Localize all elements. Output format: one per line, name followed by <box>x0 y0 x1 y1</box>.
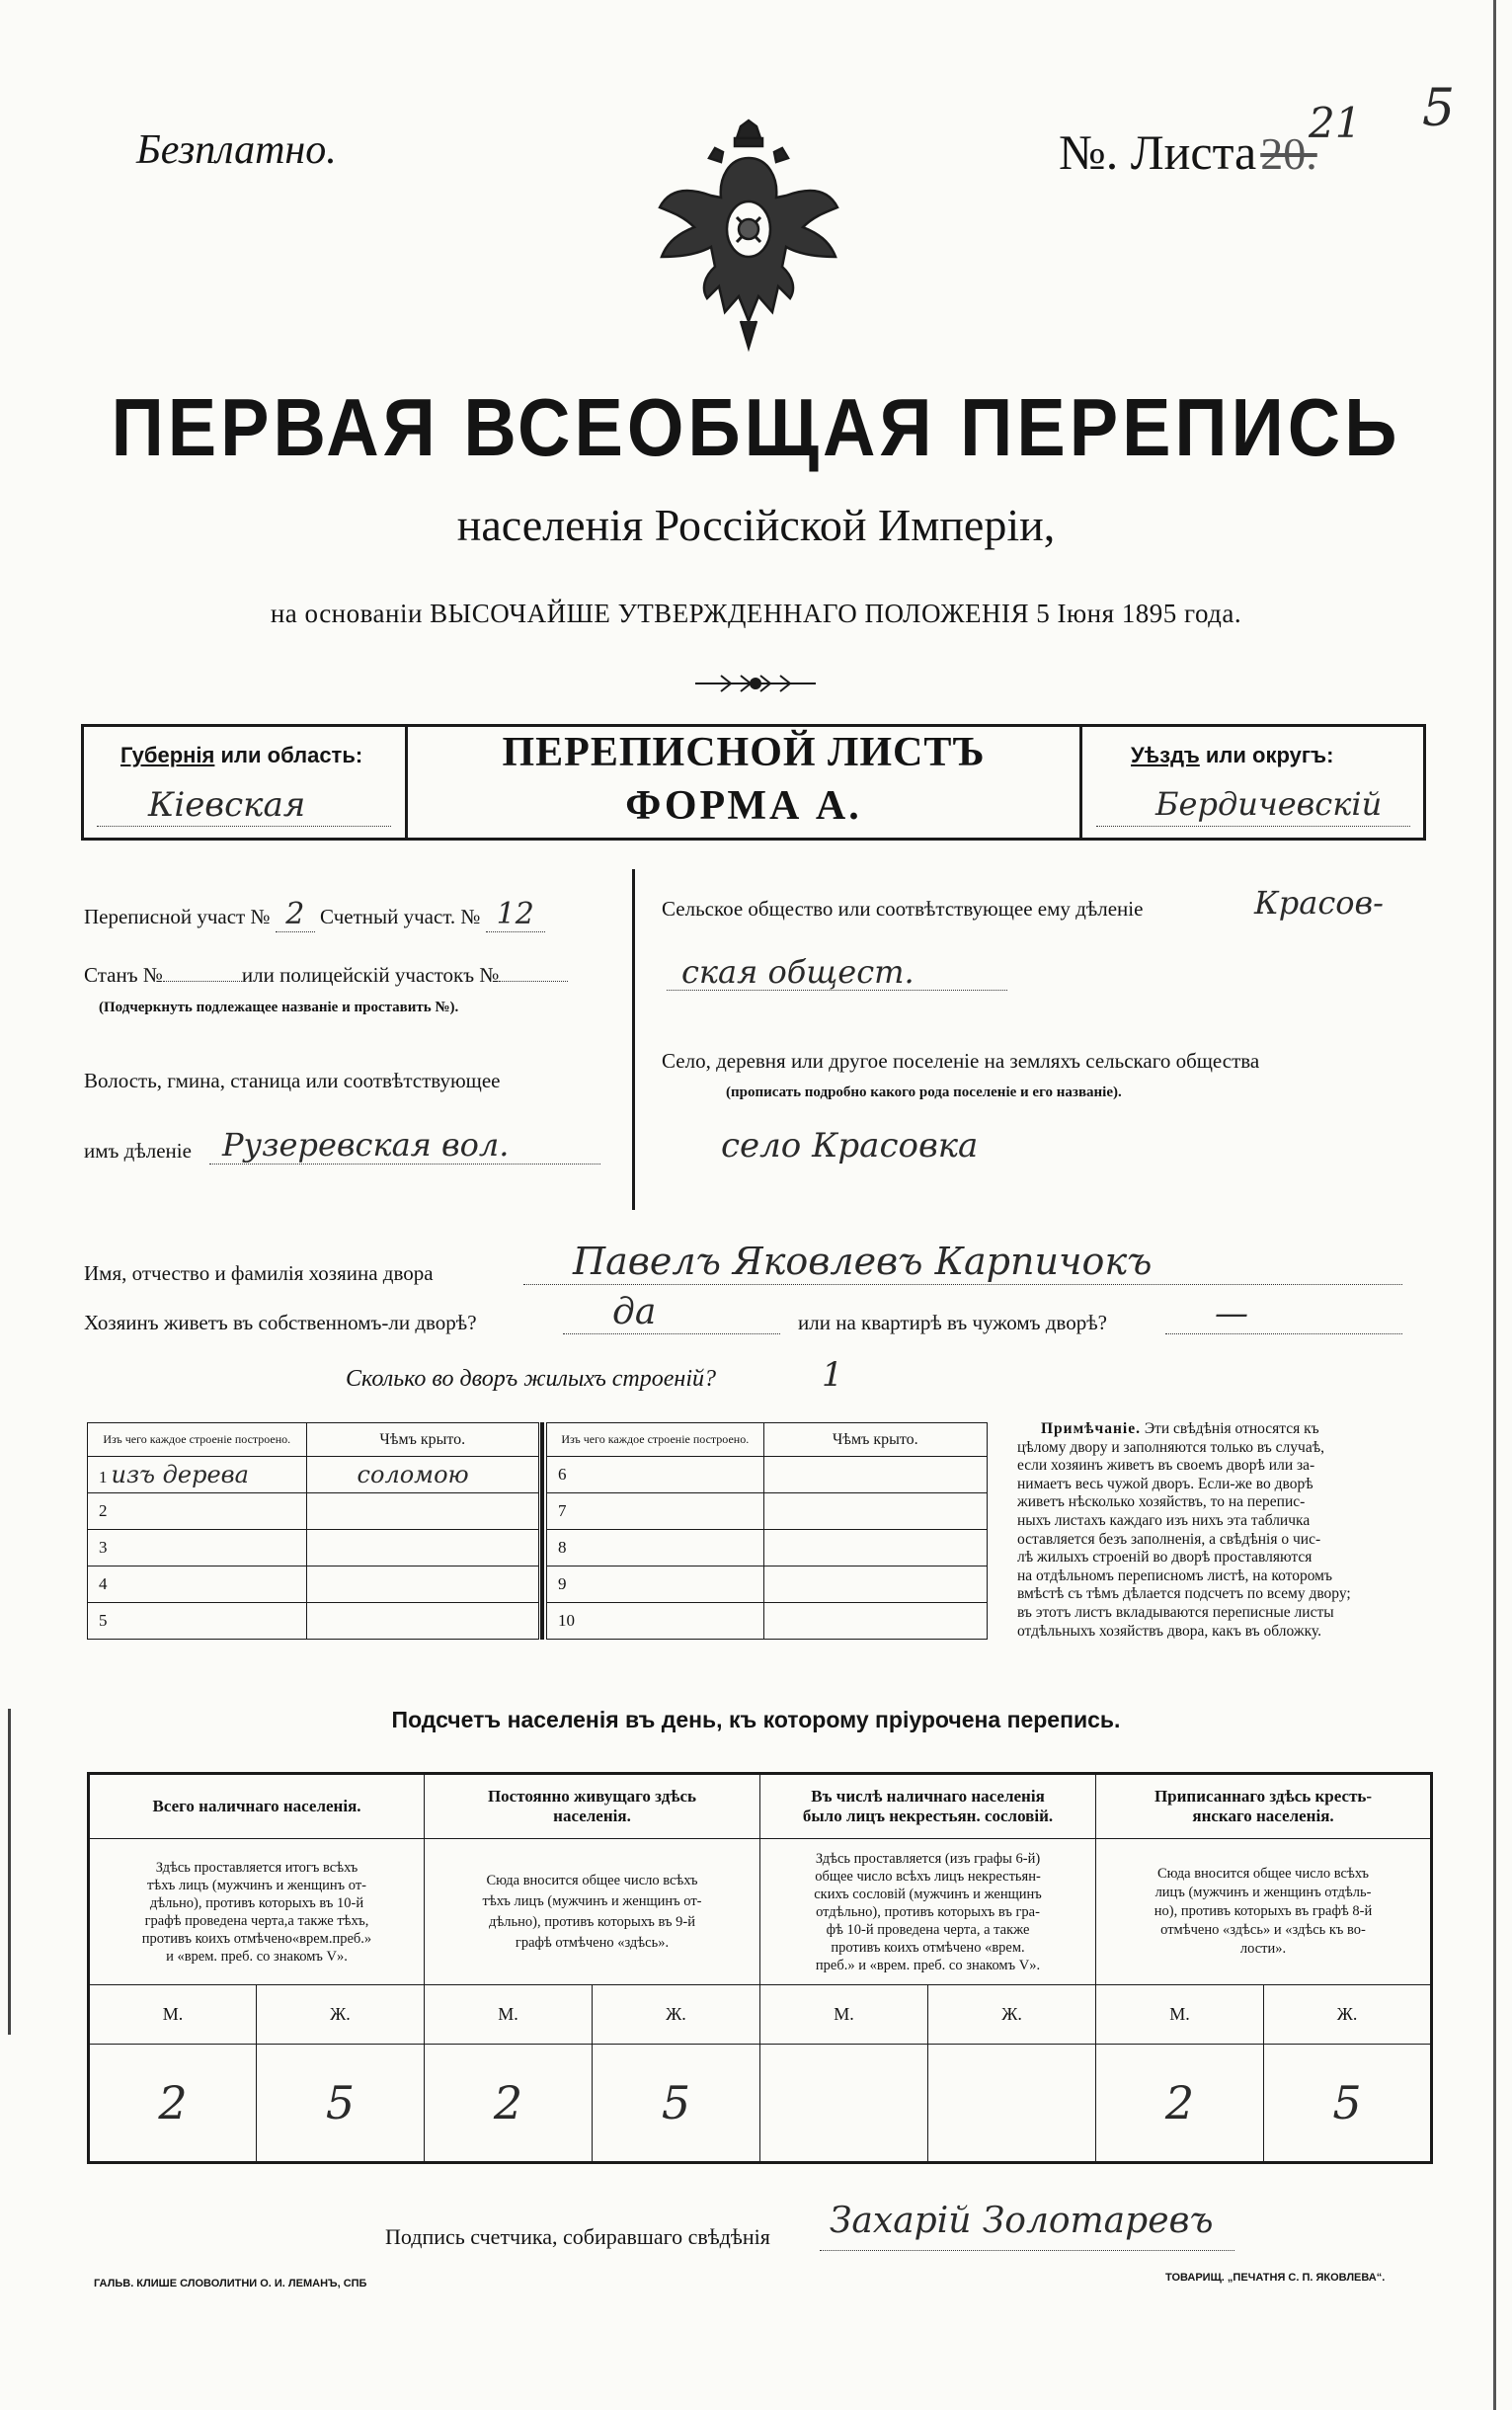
row-roof <box>763 1457 987 1493</box>
ornament-divider-icon <box>691 672 820 695</box>
owner-name-value: Павелъ Яковлевъ Карпичокъ <box>573 1240 1153 1283</box>
desc-line: противъ коихъ отмѣчено«врем.преб.» <box>141 1930 372 1947</box>
row-roof <box>306 1603 538 1640</box>
obshch-value-2: ская общест. <box>681 953 915 991</box>
count-col-header-line: населенія. <box>553 1807 631 1825</box>
basis-line: на основаніи ВЫСОЧАЙШЕ УТВЕРЖДЕННАГО ПОЛОЖЕНІЯ 5 Іюня 1895 года. <box>270 599 1242 628</box>
desc-line: лицъ (мужчинъ и женщинъ отдѣль- <box>1154 1885 1372 1900</box>
sheet-number-label: №. Листа <box>1059 124 1257 180</box>
sheet-number <box>1059 123 1317 181</box>
table-row <box>88 1566 539 1603</box>
uchast-row <box>84 897 545 932</box>
row-num: 7 <box>558 1501 567 1520</box>
note-text-1: Эти свѣдѣнія относятся къ <box>1144 1420 1319 1437</box>
row-num: 4 <box>99 1574 108 1593</box>
uchast-value: 2 <box>276 897 315 932</box>
row-roof <box>763 1493 987 1530</box>
note-line: оставляется безъ заполненія, а свѣдѣнія о чис- <box>1017 1530 1321 1548</box>
form-box-divider-2 <box>1079 724 1082 841</box>
note-block <box>1017 1420 1430 1641</box>
uezd-label <box>1131 743 1333 768</box>
count-nonpeasant-f <box>928 2045 1096 2163</box>
desc-line: дѣльно), противъ которыхъ въ 10-й <box>149 1894 364 1911</box>
gubernia-label <box>120 743 362 768</box>
desc-line: скихъ сословій (мужчинъ и женщинъ <box>814 1886 1042 1902</box>
count-col-header-line: Постоянно живущаго здѣсь <box>487 1787 697 1806</box>
count-col-desc-assigned <box>1096 1839 1432 1985</box>
desc-line: дѣльно), противъ которыхъ въ 9-й <box>489 1913 695 1930</box>
col-material-header: Изъ чего каждое строеніе построено. <box>547 1423 764 1457</box>
count-col-header-assigned <box>1096 1774 1432 1839</box>
selo-note: (прописать подробно какого рода поселеніе и его названіе). <box>726 1084 1122 1100</box>
col-material-header: Изъ чего каждое строеніе построено. <box>88 1423 307 1457</box>
gubernia-value-line <box>97 826 391 827</box>
obshch-value-1: Красов- <box>1254 884 1384 922</box>
note-line: вмѣстѣ съ тѣмъ дѣлается подсчетъ по всему двору; <box>1017 1585 1351 1603</box>
note-line: въ этотъ листъ вкладываются переписные листы <box>1017 1603 1334 1621</box>
note-line: цѣлому двору и заполняются только въ случаѣ, <box>1017 1438 1324 1456</box>
police-fill <box>499 981 568 982</box>
count-col-desc-total <box>89 1839 425 1985</box>
stan-label: Станъ № <box>84 963 163 987</box>
uezd-label-main: Уѣздъ <box>1131 743 1200 767</box>
row-num: 9 <box>558 1574 567 1593</box>
row-roof <box>763 1603 987 1640</box>
desc-line: фѣ 10-й проведена черта, а также <box>826 1921 1030 1938</box>
table-row <box>547 1603 988 1640</box>
form-box-left <box>81 724 84 841</box>
desc-line: Здѣсь проставляется (изъ графы 6-й) <box>815 1850 1041 1867</box>
fields-vertical-divider <box>632 869 635 1210</box>
row-num: 6 <box>558 1465 567 1484</box>
count-col-header-line: Приписаннаго здѣсь кресть- <box>1154 1787 1373 1806</box>
scan-edge-left-mark <box>8 1709 11 2035</box>
signature-value: Захарій Золотаревъ <box>830 2201 1214 2241</box>
signature-label: Подпись счетчика, собиравшаго свѣдѣнія <box>385 2224 770 2249</box>
m-header: М. <box>760 1985 928 2045</box>
count-total-m: 2 <box>89 2045 257 2163</box>
row-num: 1 <box>99 1468 108 1486</box>
f-header: Ж. <box>593 1985 760 2045</box>
desc-line: Сюда вносится общее число всѣхъ <box>486 1872 698 1888</box>
count-col-header-line: Всего наличнаго населенія. <box>152 1797 361 1815</box>
desc-line: преб.» и «врем. преб. со знакомъ V». <box>815 1957 1041 1973</box>
desc-line: но), противъ которыхъ въ графѣ 8-й <box>1154 1903 1373 1919</box>
volost-label-2: имъ дѣленіе <box>84 1139 192 1163</box>
count-title: Подсчетъ населенія въ день, къ которому пріурочена перепись. <box>391 1707 1121 1732</box>
col-roof-header: Чѣмъ крыто. <box>763 1423 987 1457</box>
tables-separator <box>540 1422 544 1640</box>
buildings-table-left <box>87 1422 539 1640</box>
table-row <box>547 1493 988 1530</box>
note-line: нимаетъ весь чужой дворъ. Если-же во дворѣ <box>1017 1475 1313 1492</box>
buildings-label: Сколько во дворъ жилыхъ строеній? <box>346 1366 716 1392</box>
police-label: или полицейскій участокъ № <box>241 963 500 987</box>
count-total-f: 5 <box>257 2045 425 2163</box>
subtitle: населенія Россійской Имперіи, <box>456 500 1056 550</box>
owner-own-value: да <box>612 1292 657 1332</box>
footer-left: ГАЛЬВ. КЛИШЕ СЛОВОЛИТНИ О. И. ЛЕМАНЪ, СПБ <box>94 2278 367 2290</box>
count-assigned-f: 5 <box>1264 2045 1432 2163</box>
form-subtitle: ФОРМА А. <box>625 783 862 829</box>
f-header: Ж. <box>1264 1985 1432 2045</box>
schet-label: Счетный участ. № <box>320 905 481 928</box>
form-title: ПЕРЕПИСНОЙ ЛИСТЪ <box>502 730 986 775</box>
stan-note: (Подчеркнуть подлежащее названіе и проставить №). <box>99 1000 459 1015</box>
desc-line: лости». <box>1239 1941 1287 1957</box>
desc-line: отдѣльно), противъ которыхъ въ гра- <box>816 1903 1040 1920</box>
count-permanent-m: 2 <box>425 2045 593 2163</box>
corner-mark: 5 <box>1422 79 1456 138</box>
note-line-1 <box>1017 1420 1430 1439</box>
note-line: если хозяинъ живетъ въ своемъ дворѣ или за- <box>1017 1457 1315 1475</box>
owner-name-label: Имя, отчество и фамилія хозяина двора <box>84 1261 434 1285</box>
obshch-label: Сельское общество или соотвѣтствующее ему дѣленіе <box>662 897 1144 921</box>
count-col-header-line: было лицъ некрестьян. сословій. <box>802 1807 1054 1825</box>
uezd-label-alt: или округъ: <box>1199 743 1334 767</box>
count-col-header-line: янскаго населенія. <box>1192 1807 1334 1825</box>
table-row <box>88 1530 539 1566</box>
desc-line: противъ коихъ отмѣчено «врем. <box>831 1939 1025 1956</box>
count-col-header-permanent <box>425 1774 760 1839</box>
note-line: на отдѣльномъ переписномъ листѣ, на которомъ <box>1017 1566 1332 1584</box>
table-row <box>547 1566 988 1603</box>
count-permanent-f: 5 <box>593 2045 760 2163</box>
row-num: 10 <box>558 1611 575 1630</box>
row-material: изъ дерева <box>111 1461 249 1488</box>
desc-line: и «врем. преб. со знакомъ V». <box>166 1948 348 1965</box>
row-roof: соломою <box>357 1461 469 1488</box>
owner-own-line <box>563 1333 780 1334</box>
stan-row <box>84 963 568 988</box>
count-col-desc-nonpeasant <box>760 1839 1096 1985</box>
table-row <box>88 1493 539 1530</box>
uezd-value: Бердичевскій <box>1155 785 1383 823</box>
note-line: ныхъ листахъ каждаго изъ нихъ эта табличка <box>1017 1511 1311 1529</box>
scan-edge-right <box>1493 0 1496 2410</box>
note-title: Примѣчаніе. <box>1041 1420 1141 1437</box>
owner-own-label: Хозяинъ живетъ въ собственномъ-ли дворѣ? <box>84 1311 477 1334</box>
desc-line: Сюда вносится общее число всѣхъ <box>1157 1866 1370 1882</box>
count-col-desc-permanent <box>425 1839 760 1985</box>
count-col-header-nonpeasant <box>760 1774 1096 1839</box>
schet-value: 12 <box>486 897 545 932</box>
signature-line <box>820 2250 1234 2251</box>
m-header: М. <box>1096 1985 1264 2045</box>
row-num: 3 <box>99 1538 108 1557</box>
form-box-top <box>81 724 1426 727</box>
uezd-value-line <box>1096 826 1410 827</box>
desc-line: графѣ проведена черта,а также тѣхъ, <box>144 1912 369 1929</box>
imperial-eagle-emblem-icon <box>650 119 847 356</box>
owner-rent-line <box>1165 1333 1402 1334</box>
form-box-right <box>1423 724 1426 841</box>
desc-line: Здѣсь проставляется итогъ всѣхъ <box>155 1859 358 1876</box>
owner-rent-value: — <box>1215 1294 1248 1333</box>
selo-label: Село, деревня или другое поселеніе на земляхъ сельскаго общества <box>662 1049 1260 1073</box>
f-header: Ж. <box>928 1985 1096 2045</box>
row-num: 2 <box>99 1501 108 1520</box>
count-nonpeasant-m <box>760 2045 928 2163</box>
volost-value-line <box>209 1164 600 1165</box>
table-row <box>547 1457 988 1493</box>
desc-line: тѣхъ лицъ (мужчинъ и женщинъ от- <box>146 1877 366 1893</box>
footer-right: ТОВАРИЩ. „ПЕЧАТНЯ С. П. ЯКОВЛЕВА“. <box>1165 2272 1386 2284</box>
table-row <box>547 1530 988 1566</box>
table-row <box>88 1603 539 1640</box>
row-roof <box>306 1530 538 1566</box>
desc-line: тѣхъ лицъ (мужчинъ и женщинъ от- <box>482 1892 702 1909</box>
buildings-table-right <box>546 1422 988 1640</box>
m-header: М. <box>89 1985 257 2045</box>
volost-value: Рузеревская вол. <box>222 1126 510 1164</box>
f-header: Ж. <box>257 1985 425 2045</box>
row-roof <box>306 1493 538 1530</box>
free-label: Безплатно. <box>136 127 337 173</box>
volost-label: Волость, гмина, станица или соотвѣтствующее <box>84 1069 501 1092</box>
buildings-value: 1 <box>822 1355 843 1395</box>
row-roof <box>763 1566 987 1603</box>
note-line: живетъ нѣсколько хозяйствъ, то на перепис- <box>1017 1493 1306 1511</box>
m-header: М. <box>425 1985 593 2045</box>
count-table <box>87 1772 1433 2164</box>
owner-rent-label: или на квартирѣ въ чужомъ дворѣ? <box>798 1311 1107 1334</box>
form-box-bottom <box>81 838 1426 841</box>
col-roof-header: Чѣмъ крыто. <box>306 1423 538 1457</box>
main-title: ПЕРВАЯ ВСЕОБЩАЯ ПЕРЕПИСЬ <box>111 381 1401 473</box>
note-line: лѣ жилыхъ строеній во дворѣ проставляются <box>1017 1549 1313 1566</box>
row-num: 8 <box>558 1538 567 1557</box>
uchast-label: Переписной участ № <box>84 905 271 928</box>
gubernia-label-main: Губернія <box>120 743 215 767</box>
obshch-value-line <box>667 990 1007 991</box>
selo-value: село Красовка <box>721 1126 979 1165</box>
row-roof <box>763 1530 987 1566</box>
gubernia-value: Кіевская <box>148 785 306 825</box>
note-line: отдѣльныхъ хозяйствъ двора, какъ въ обложку. <box>1017 1622 1322 1640</box>
count-col-header-total <box>89 1774 425 1839</box>
row-roof <box>306 1566 538 1603</box>
gubernia-label-alt: или область: <box>214 743 363 767</box>
stan-fill <box>163 981 242 982</box>
desc-line: общее число всѣхъ лицъ некрестьян- <box>815 1868 1041 1885</box>
count-col-header-line: Въ числѣ наличнаго населенія <box>811 1787 1045 1806</box>
sheet-number-handwritten: 21 <box>1309 99 1362 147</box>
row-num: 5 <box>99 1611 108 1630</box>
count-assigned-m: 2 <box>1096 2045 1264 2163</box>
owner-name-line <box>523 1284 1402 1285</box>
table-row <box>88 1457 539 1493</box>
sheet-number-old: 20. <box>1260 128 1317 179</box>
desc-line: графѣ отмѣчено «здѣсь». <box>515 1934 670 1951</box>
desc-line: отмѣчено «здѣсь» и «здѣсь къ во- <box>1160 1922 1366 1938</box>
